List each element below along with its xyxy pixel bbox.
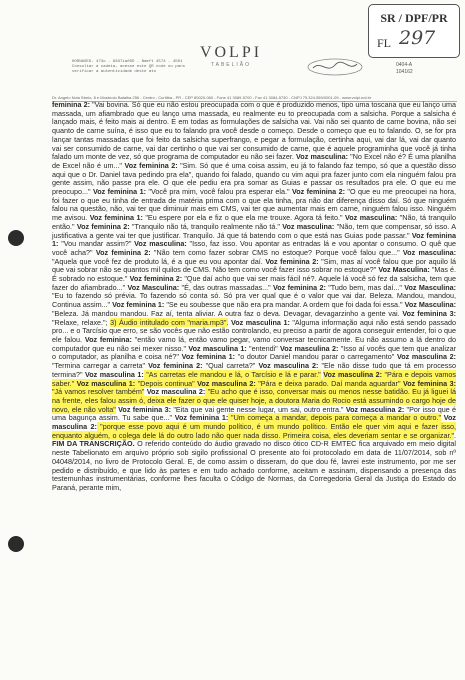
transcript-text: "Você pra mim, você falou pra esperar ela." [145,187,292,197]
seal-agency: SR / DPF/PR [380,11,448,25]
transcript-text: "Eu to fazendo só prévia. To fazendo só conta só. Só pra ver qual que é o valor que vai dar. Beleza. Mandou, mandou, Continua assim..." [52,291,456,310]
speaker-label: Voz feminina 1: [89,213,143,223]
transcript-text: "Isso aí vocês que tem que analizar o computador, as planilha e coisa né?" [52,343,456,362]
stamp-signature-icon [305,56,365,78]
speaker-label: FIM DA TRANSCRIÇÃO. [52,439,135,449]
transcript-text: "Relaxe, relaxe."; [52,317,111,327]
transcript-text: "Eita que vai gente nesse lugar, um sai, outro entra." [171,404,346,414]
notary-logo [196,44,266,68]
transcript-text: "Um começa a mandar, depois para começa a mandar o outro." [228,413,442,423]
speaker-label: Voz feminina 1: [174,413,229,423]
logo-subtitle: TABELIÃO [210,62,252,68]
speaker-label: Voz feminina 2: [76,221,130,231]
speaker-label: feminina 2: [52,100,91,109]
logo-title: VOLPI [199,44,263,61]
transcript-text: "Depois continua" [135,378,198,388]
speaker-label: Voz feminina 2: [129,274,183,284]
document-id [396,62,413,76]
transcript-text: "Ele não disse tudo que tá em processo termina?" [52,361,456,379]
transcript-text: "Tranquilo não tá, tranquilo realmente não tá." [129,221,283,231]
transcript-text: "Tudo bem, mas daí..." [325,282,405,292]
speaker-label: Voz masculina: [282,221,335,231]
speaker-label: Voz Masculina: [404,300,457,310]
transcript-text: "Isso, faz isso. Vou apontar as entradas lá e vou apontar o consumo. O quê que você acha?" [52,239,456,257]
transcript-text: "Não, tem que compensar, só isso. A justificativa a gente vai ter que justificar. Tranquilo. Já que tá batendo com o que está nas Guias pode passar." [52,221,456,240]
speaker-label: Voz masculina 2: [280,343,339,353]
transcript-text: "Eu espere por ela e fiz o que ela me trouxe. Agora tá feito." [142,213,345,223]
speaker-label: Voz masculina 2: [197,378,256,388]
transcript-text: O referido conteúdo do áudio gravado no disco ótico CD-R EMTEC fica arquivado em meio digital neste Tabelionato em arquivo próprio sob sigilo profissional O presente ato foi protocolado em data de 11/07/2014, sob nº 04048/2014, no livro de Protocolo Geral. E, de como assim o disseram, do que dou fé, lavrei este instrumento, por me ser pedido e distribuído, e que lido às partes e em tudo achado conforme, aceitam e assinam, dispensando a presença das testemunhas instrumentárias, conforme lhes faculta o Código de Normas, da Corregedoria Geral da Justiça do Estado do Paraná, perante mim, [52,439,456,492]
verification-notice: HORNASED- 473o - 9837ia0SD - Nmeft 4574 - 4501 Consultar a cadeia, acesse este QR code ou para verificar a autenticidade deste ato [72,60,185,74]
speaker-label: Voz feminina 2: [124,160,178,170]
transcript-text: "porque esse povo aqui é um mundo político, é um mundo político. Então ele quer vim aqui e fazer isso, enquanto alguém, o colega dele lá do outro lado não quer nada disso. Primeira coisa, eles deveriam sentar e se organizar." [52,422,457,440]
transcript-text: 3) Áudio intitulado com "maria.mp3". [110,317,229,327]
speaker-label: Voz masculina 1: [188,343,247,353]
transcript-text: "Eu acho que é isso, conversar mais ou menos nesse batidão. Eu já liguei lá na frente, eles falou assim ó, deixa ele fazer o que ele quiser hoje, a doutora Maria do Rocio está assumindo o cargo hoje de novo, ele não volta" [52,387,456,414]
speaker-label: Voz masculina: [134,239,187,249]
speaker-label: Voz feminina 1: [181,352,236,362]
seal-folio-label: FL [377,36,392,50]
transcript-text: "Não, tá tranquilo então." [52,213,456,231]
speaker-label: Voz masculina 1: [230,317,290,327]
transcript-text: "Não tem como fazer sobrar CMS no estoque? Porque você falou que..." [150,247,403,257]
transcript-text: "Vou mandar assim?" [58,239,135,249]
transcript-text: "Qual carreta?" [202,361,259,371]
transcript-text: "Mas é. É sobrado no estoque." [52,265,456,284]
speaker-label: Voz feminina 2: [291,187,345,197]
speaker-label: Voz masculina 2: [52,413,457,432]
document-id-line1: 0404-A [396,62,413,68]
speaker-label: Voz masculina 2: [396,352,456,362]
speaker-label: Voz masculina: [344,213,398,223]
speaker-label: Voz Masculina: [127,282,180,292]
speaker-label: Voz masculina 2: [323,369,382,379]
speaker-label: Voz feminina: [84,334,132,344]
transcript-text: "Pára e depois vamos saber." [52,369,457,388]
transcript-text: "No Excel não é? É uma planilha de Excel não é um..." [52,152,457,170]
speaker-label: Voz feminina 2: [265,256,319,266]
transcript-text: "Beleza. Já mandou mandou. Faz aí, tenta aliviar. A outra faz o deva. Devagar, devagarzinho a gente vai. [52,308,403,318]
transcript-text: "Já vamos resolver também" [52,387,145,397]
seal-folio-number: 297 [399,27,436,49]
speaker-label: Voz masculina 1: [76,378,136,388]
transcript-text: "É, das outras massadas..." [179,282,274,292]
transcript-text: "Por isso que é uma bagunça assim. Tu sabe que..." [52,404,456,423]
transcript-text: "entendi" [246,343,280,353]
speaker-label: Voz masculina 2: [258,361,319,371]
binder-hole-icon [8,230,24,246]
binder-hole-icon [8,536,24,552]
police-folio-seal [368,4,460,58]
transcript-text: "Alguma informação aqui não está sendo passado pro... e o Tarcísio que erro, se são vocês que não estão controlando, eu preciso a partir de agora conseguir entender, foi o que ele falou. [52,317,456,344]
transcript-text: "o doutor Daniel mandou parar o carregamento" [235,352,397,362]
speaker-label: Voz feminina 1: [52,230,456,249]
speaker-label: Voz masculina: [296,152,349,162]
transcript-text: "O que eu me preocupei na hora, foi fazer o que eu tinha de entrada de matéria prima com o que ela tinha, pra não dar diferença disso daí. Só que ninguém falou na questão, não, vai ter que diminuir mais em CMS, vai ter que aumentar mais em carne, ninguém falou isso. Ninguém me avisou. [52,187,457,223]
speaker-label: Voz feminina 1: [92,187,146,197]
notary-address: Dr. Angelo Nola Strelo, 8 e Mosbrolo Batalha 256 - Centro - Curitiba - PR - CEP 80020-060 - Fone 41 3089-5700 - Fax 41 3084-5730 - CNPJ 75.324.559/0001-09 - www.volpi.not.br [52,95,457,102]
speaker-label: Voz feminina 2: [148,361,203,371]
speaker-label: Voz feminina 2: [95,247,151,257]
transcript-text: "Sim, mas aí você falou que por aquilo lá que vai sobrar não se quantos mil quilos de CMS. Não tem como você fazer isso sobrar no estoque?" [52,256,456,275]
speaker-label: Voz Masculina: [404,282,456,292]
transcript-text: "Que daí acho que vai ser mais fácil né?. Aquele lá você só fez da salsicha, tem que fazer do afiambrado..." [52,274,456,292]
transcript-text: "Pára e deixa parado. Daí manda aguardar" [255,378,403,388]
speaker-label: Voz masculina: [402,247,456,257]
speaker-label: Voz masculina 2: [345,404,405,414]
transcript-text: "Se eu soubesse que não era pra mandar. A ordem que foi dada foi essa." [164,300,405,310]
speaker-label: Voz masculina 1: [85,369,144,379]
transcript-text: "Aquela que você fez de produto lá, é a que eu vou apontar daí. [52,256,266,266]
transcript-text: "Sim. Só que é uma coisa assim, eu já to falando faz tempo, só que a questão disso aqui que o Dr. Daniel tava pedindo pra ela", quando foi falado, quando cu vim aqui pra fazer junto com ela ninguém falou pra gente assim, não passe pra ele. O que ele pediu era pra somar as Guias e passar os resultados pra ele. O que eu me preocupo..." [52,160,456,197]
transcript-text: . [454,430,456,440]
transcript-text: "Termina carregar a carreta" [52,361,149,371]
transcript-text: "então vamo lá, então vamo pegar, vamo conversar tecnicamente. Eu não assumo a lá dentro do computador que eu não sei mexer nisso." [52,334,456,353]
speaker-label: Voz Masculina: [378,265,430,275]
transcript-text: "Vai bovina. Só que eu não estou preocupada com o que é produzido menos, tipo uma toscana que eu lanço uma massada, um afiambrado que eu lanço uma massada, eu realmente eu to preocupada com a salsicha. Porque a salsicha é lançado mais, é feito mais ai dentro. E em todas as formulações de salsicha vai. Vai não sei quanto de carne bovina, não sei quanto de carne suína, é isso que eu to falando pra você desde o começo. Desde o começo que eu to falando. O, se for pra lançar tantas massadas que foi feito da salsicha superfrango, e pegar a formulação, certinha aqui, vai dar lá, vai dar quanto vai ser consumido de carne, vai dar certinho o que vai ser consumido de carne, que é aquele programinha que você já tinha falado um monte de vez, só que programa de computador eu não sei fazer. [52,100,456,162]
speaker-label: Voz feminina 3: [402,308,456,318]
speaker-label: Voz masculina 2: [146,387,206,397]
transcription-body [52,101,456,493]
document-id-line2: 104162 [396,69,413,75]
speaker-label: Voz feminina 3: [118,404,171,414]
speaker-label: Voz feminina 1: [112,300,165,310]
transcript-text: "As carretas ele mandou e lá, o Tarcísio e lá e parar." [143,369,321,379]
speaker-label: Voz feminina 3: [402,378,456,388]
speaker-label: Voz feminina 2: [273,282,326,292]
